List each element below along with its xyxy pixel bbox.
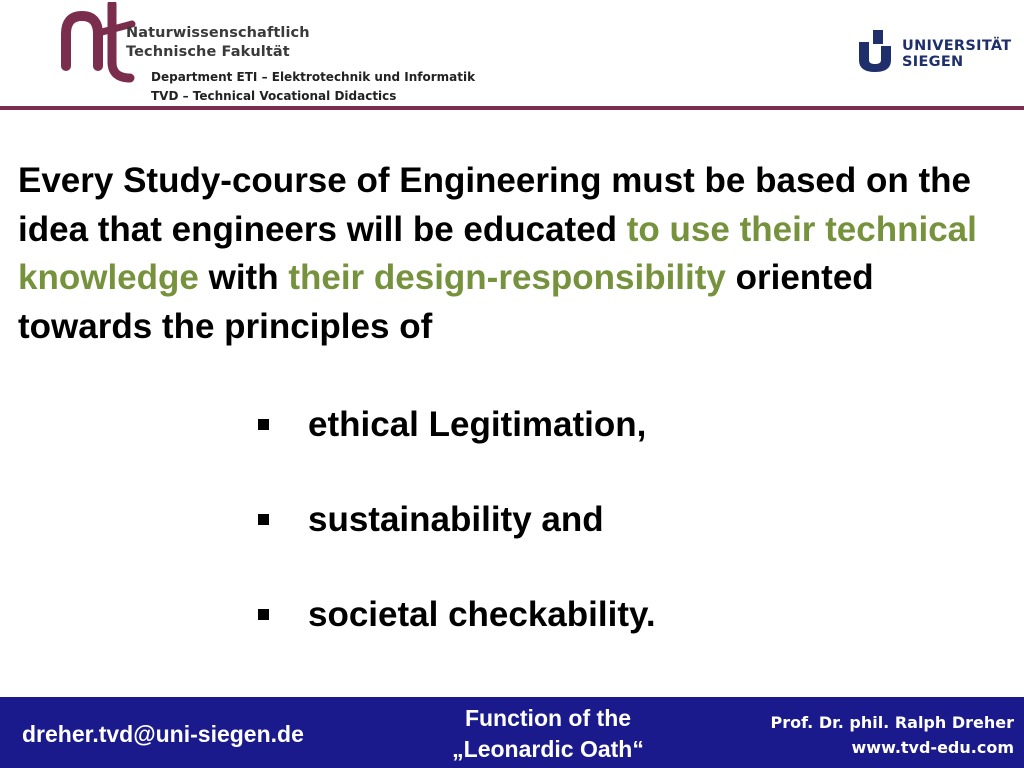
square-bullet-icon (258, 419, 269, 430)
principle-text: sustainability and (308, 500, 604, 539)
slide-footer (0, 697, 1024, 768)
principle-text: societal checkability. (308, 595, 656, 634)
department-line-1: Department ETI – Elektrotechnik und Informatik (151, 70, 476, 84)
principle-text: ethical Legitimation, (308, 405, 647, 444)
statement-highlight-2: their design-responsibility (288, 258, 726, 297)
statement-highlight-1: to use their technical knowledge (18, 209, 977, 297)
statement-part-5: oriented towards the principles of (18, 258, 874, 346)
university-line-2: SIEGEN (902, 54, 964, 70)
author-name: Prof. Dr. phil. Ralph Dreher (770, 713, 1014, 732)
faculty-line-2: Technische Fakultät (126, 44, 290, 60)
statement-part-3: with (198, 258, 289, 297)
footer-title-line-2: „Leonardic Oath“ (452, 736, 644, 762)
author-info (770, 710, 1014, 760)
department-info (151, 68, 475, 106)
contact-email: dreher.tvd@uni-siegen.de (22, 721, 304, 747)
university-line-1: UNIVERSITÄT (902, 38, 1012, 54)
statement-part-1: Every Study-course of Engineering must be based on the idea that engineers will be educated (18, 161, 971, 249)
department-line-2: TVD – Technical Vocational Didactics (151, 89, 397, 103)
footer-title (410, 703, 686, 765)
university-siegen-logo-icon (857, 30, 897, 72)
header-divider (0, 106, 1024, 110)
author-website: www.tvd-edu.com (851, 738, 1014, 757)
faculty-line-1: Naturwissenschaftlich (126, 25, 310, 41)
footer-title-line-1: Function of the (464, 705, 632, 731)
university-name (902, 38, 1012, 70)
faculty-name (126, 24, 310, 62)
slide-header (0, 0, 1024, 112)
main-statement (18, 157, 1008, 351)
square-bullet-icon (258, 514, 269, 525)
square-bullet-icon (258, 609, 269, 620)
